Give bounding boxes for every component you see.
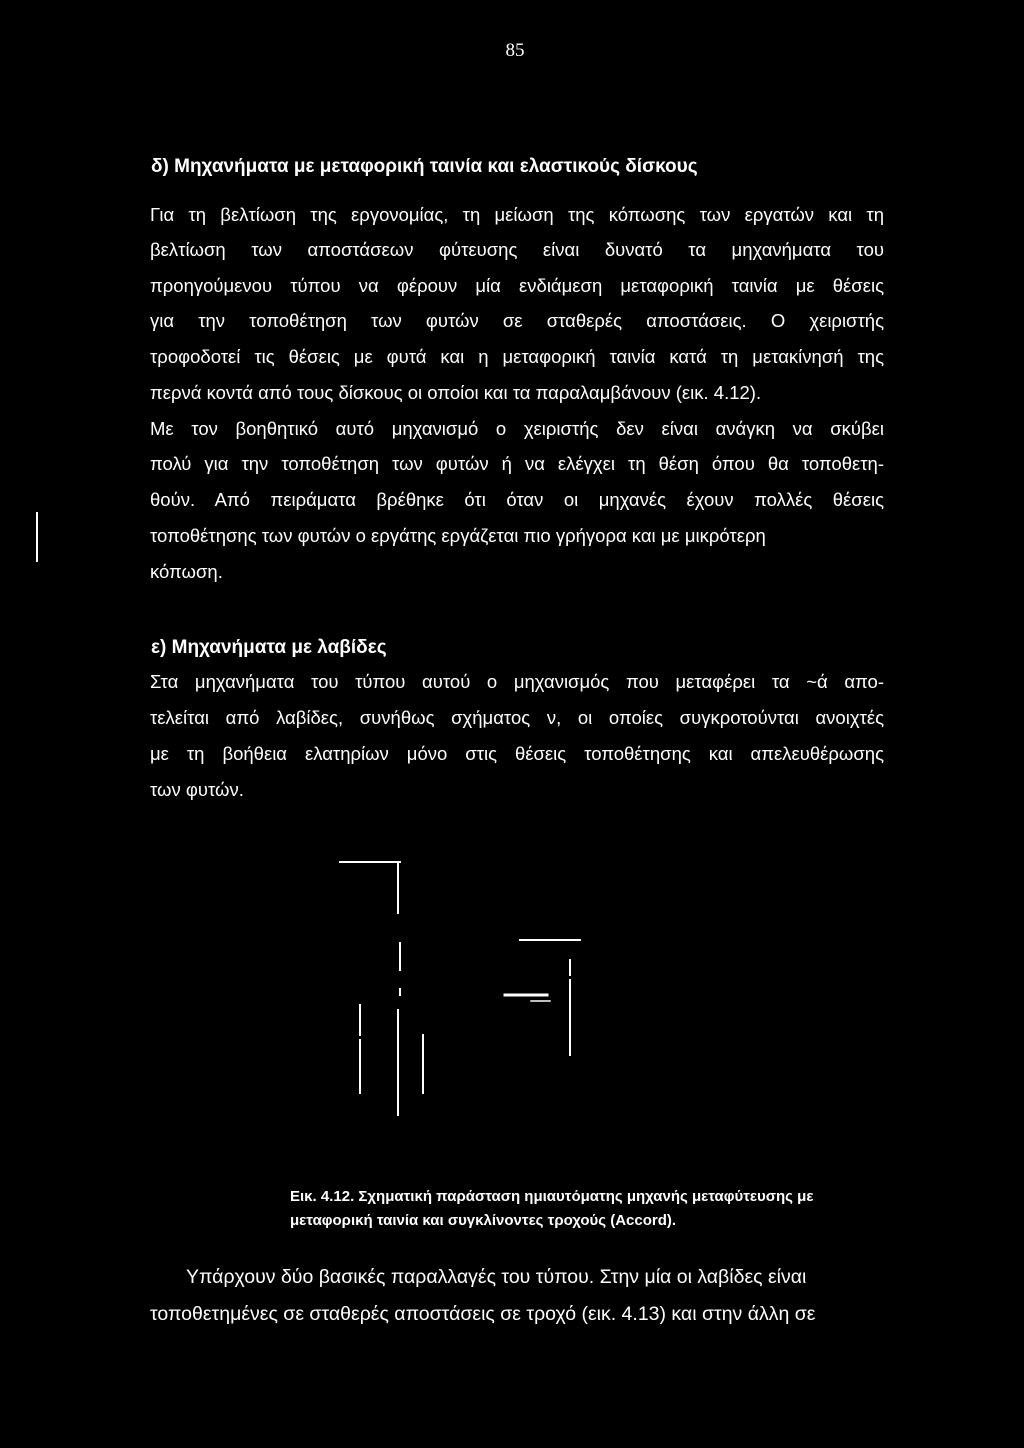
section-e-heading: ε) Μηχανήματα με λαβίδες: [151, 637, 387, 658]
section-d-line: πολύ για την τοποθέτηση των φυτών ή να ελέγχει τη θέση όπου θα τοποθετη-: [150, 453, 884, 474]
section-d-line: θούν. Από πειράματα βρέθηκε ότι όταν οι μηχανές έχουν πολλές θέσεις: [150, 489, 884, 510]
section-d-heading: δ) Μηχανήματα με μεταφορική ταινία και ελαστικούς δίσκους: [151, 156, 698, 177]
section-d-line: τοποθέτησης των φυτών ο εργάτης εργάζεται πιο γρήγορα και με μικρότερη: [150, 525, 766, 546]
figure-caption: μεταφορική ταινία και συγκλίνοντες τροχούς (Accord).: [290, 1212, 677, 1229]
section-e-line: των φυτών.: [150, 779, 244, 800]
margin-mark: [36, 512, 38, 562]
section-d-line: προηγούμενου τύπου να φέρουν μία ενδιάμεση μεταφορική ταινία με θέσεις: [150, 275, 884, 296]
page-number: 85: [505, 40, 525, 61]
section-d-line: περνά κοντά από τους δίσκους οι οποίοι και τα παραλαμβάνουν (εικ. 4.12).: [150, 382, 762, 403]
closing-line: τοποθετημένες σε σταθερές αποστάσεις σε τροχό (εικ. 4.13) και στην άλλη σε: [150, 1303, 816, 1325]
section-e-line: Στα μηχανήματα του τύπου αυτού ο μηχανισμός που μεταφέρει τα ~ά απο-: [150, 671, 884, 692]
section-d-line: τροφοδοτεί τις θέσεις με φυτά και η μεταφορική ταινία κατά τη μετακίνησή της: [150, 346, 884, 367]
figure-caption: Εικ. 4.12. Σχηματική παράσταση ημιαυτόματης μηχανής μεταφύτευσης με: [290, 1188, 814, 1205]
section-d-line: Με τον βοηθητικό αυτό μηχανισμό ο χειριστής δεν είναι ανάγκη να σκύβει: [150, 418, 884, 439]
section-d-line: κόπωση.: [150, 561, 223, 582]
section-e-line: με τη βοήθεια ελατηρίων μόνο στις θέσεις τοποθέτησης και απελευθέρωσης: [150, 743, 884, 764]
closing-line: Υπάρχουν δύο βασικές παραλλαγές του τύπου. Στην μία οι λαβίδες είναι: [186, 1266, 807, 1288]
section-e-line: τελείται από λαβίδες, συνήθως σχήματος ν, οι οποίες συγκροτούνται ανοιχτές: [150, 707, 884, 728]
section-d-line: βελτίωση των αποστάσεων φύτευσης είναι δυνατό τα μηχανήματα του: [150, 239, 884, 260]
section-d-line: Για τη βελτίωση της εργονομίας, τη μείωση της κόπωσης των εργατών και τη: [150, 204, 884, 225]
machine-schematic-figure: [300, 845, 620, 1145]
section-d-line: για την τοποθέτηση των φυτών σε σταθερές αποστάσεις. Ο χειριστής: [150, 310, 884, 331]
